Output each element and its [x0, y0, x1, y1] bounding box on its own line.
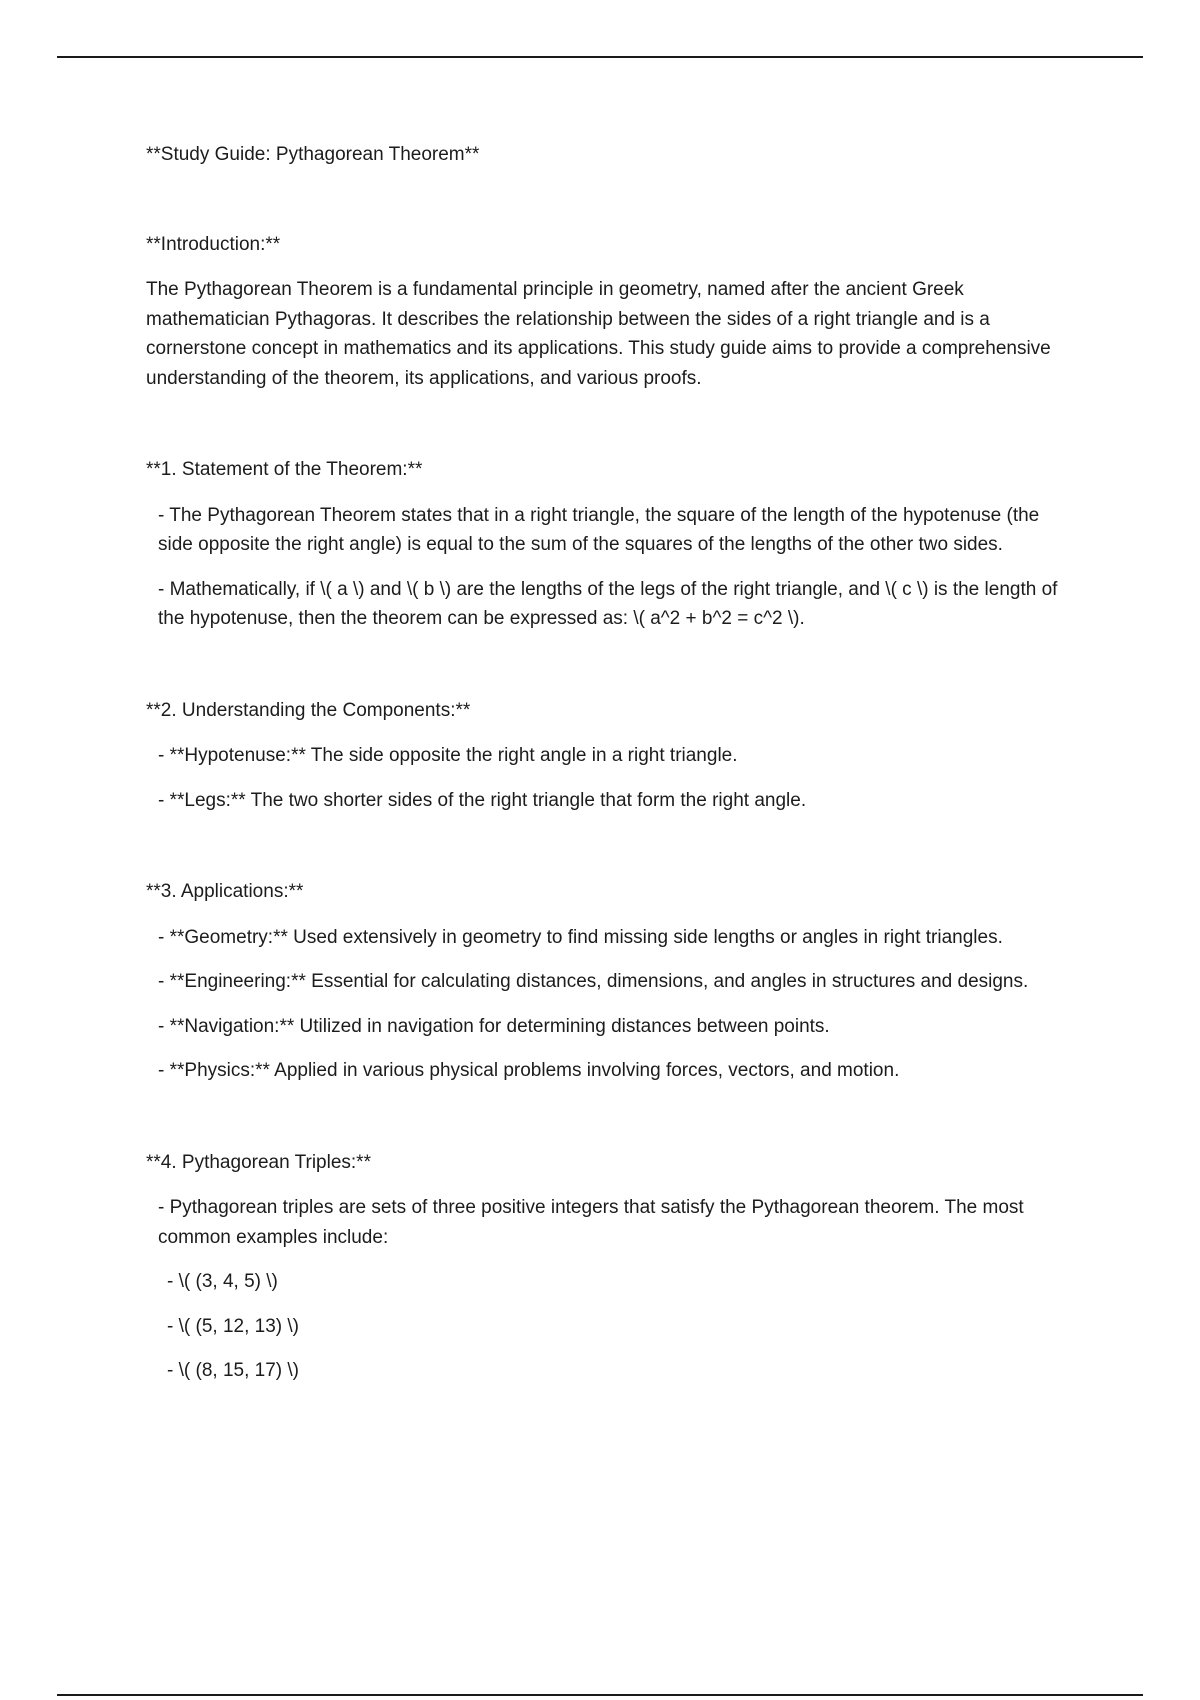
application-item-geometry: - **Geometry:** Used extensively in geometry to find missing side lengths or angles in right triangles.	[158, 926, 1003, 948]
application-item-engineering: - **Engineering:** Essential for calculating distances, dimensions, and angles in structures and designs.	[158, 971, 1029, 992]
triples-heading: **4. Pythagorean Triples:**	[146, 1151, 371, 1173]
components-heading: **2. Understanding the Components:**	[146, 699, 471, 721]
triple-item: - \( (3, 4, 5) \)	[167, 1271, 278, 1292]
statement-heading: **1. Statement of the Theorem:**	[146, 459, 423, 480]
introduction-paragraph: The Pythagorean Theorem is a fundamental principle in geometry, named after the ancient Greek mathematician Pythagoras. It describes the relationship between the sides of a right triangle and is a cornerstone concept in mathematics and its applications. This study guide aims to provide a comprehensive understanding of the theorem, its applications, and various proofs.	[146, 279, 1051, 389]
triple-item: - \( (5, 12, 13) \)	[167, 1315, 299, 1337]
footer-rule	[57, 1694, 1143, 1696]
header-rule	[57, 56, 1143, 58]
statement-paragraph-1: - The Pythagorean Theorem states that in a right triangle, the square of the length of the hypotenuse (the side opposite the right angle) is equal to the sum of the squares of the lengths of the other two sides.	[158, 504, 1040, 555]
component-item-hypotenuse: - **Hypotenuse:** The side opposite the right angle in a right triangle.	[158, 745, 738, 766]
triples-paragraph: - Pythagorean triples are sets of three positive integers that satisfy the Pythagorean theorem. The most common examples include:	[158, 1197, 1024, 1248]
triple-item: - \( (8, 15, 17) \)	[167, 1360, 299, 1381]
statement-paragraph-2: - Mathematically, if \( a \) and \( b \) are the lengths of the legs of the right triangle, and \( c \) is the length of the hypotenuse, then the theorem can be expressed as: \( a^2 + b^2 = c^2 \).	[158, 578, 1058, 629]
application-item-navigation: - **Navigation:** Utilized in navigation for determining distances between points.	[158, 1015, 830, 1037]
document-body	[146, 140, 1066, 1401]
application-item-physics: - **Physics:** Applied in various physical problems involving forces, vectors, and motion.	[158, 1060, 900, 1081]
introduction-heading: **Introduction:**	[146, 233, 281, 255]
component-item-legs: - **Legs:** The two shorter sides of the right triangle that form the right angle.	[158, 789, 807, 811]
applications-heading: **3. Applications:**	[146, 881, 304, 902]
document-title: **Study Guide: Pythagorean Theorem**	[146, 144, 480, 165]
